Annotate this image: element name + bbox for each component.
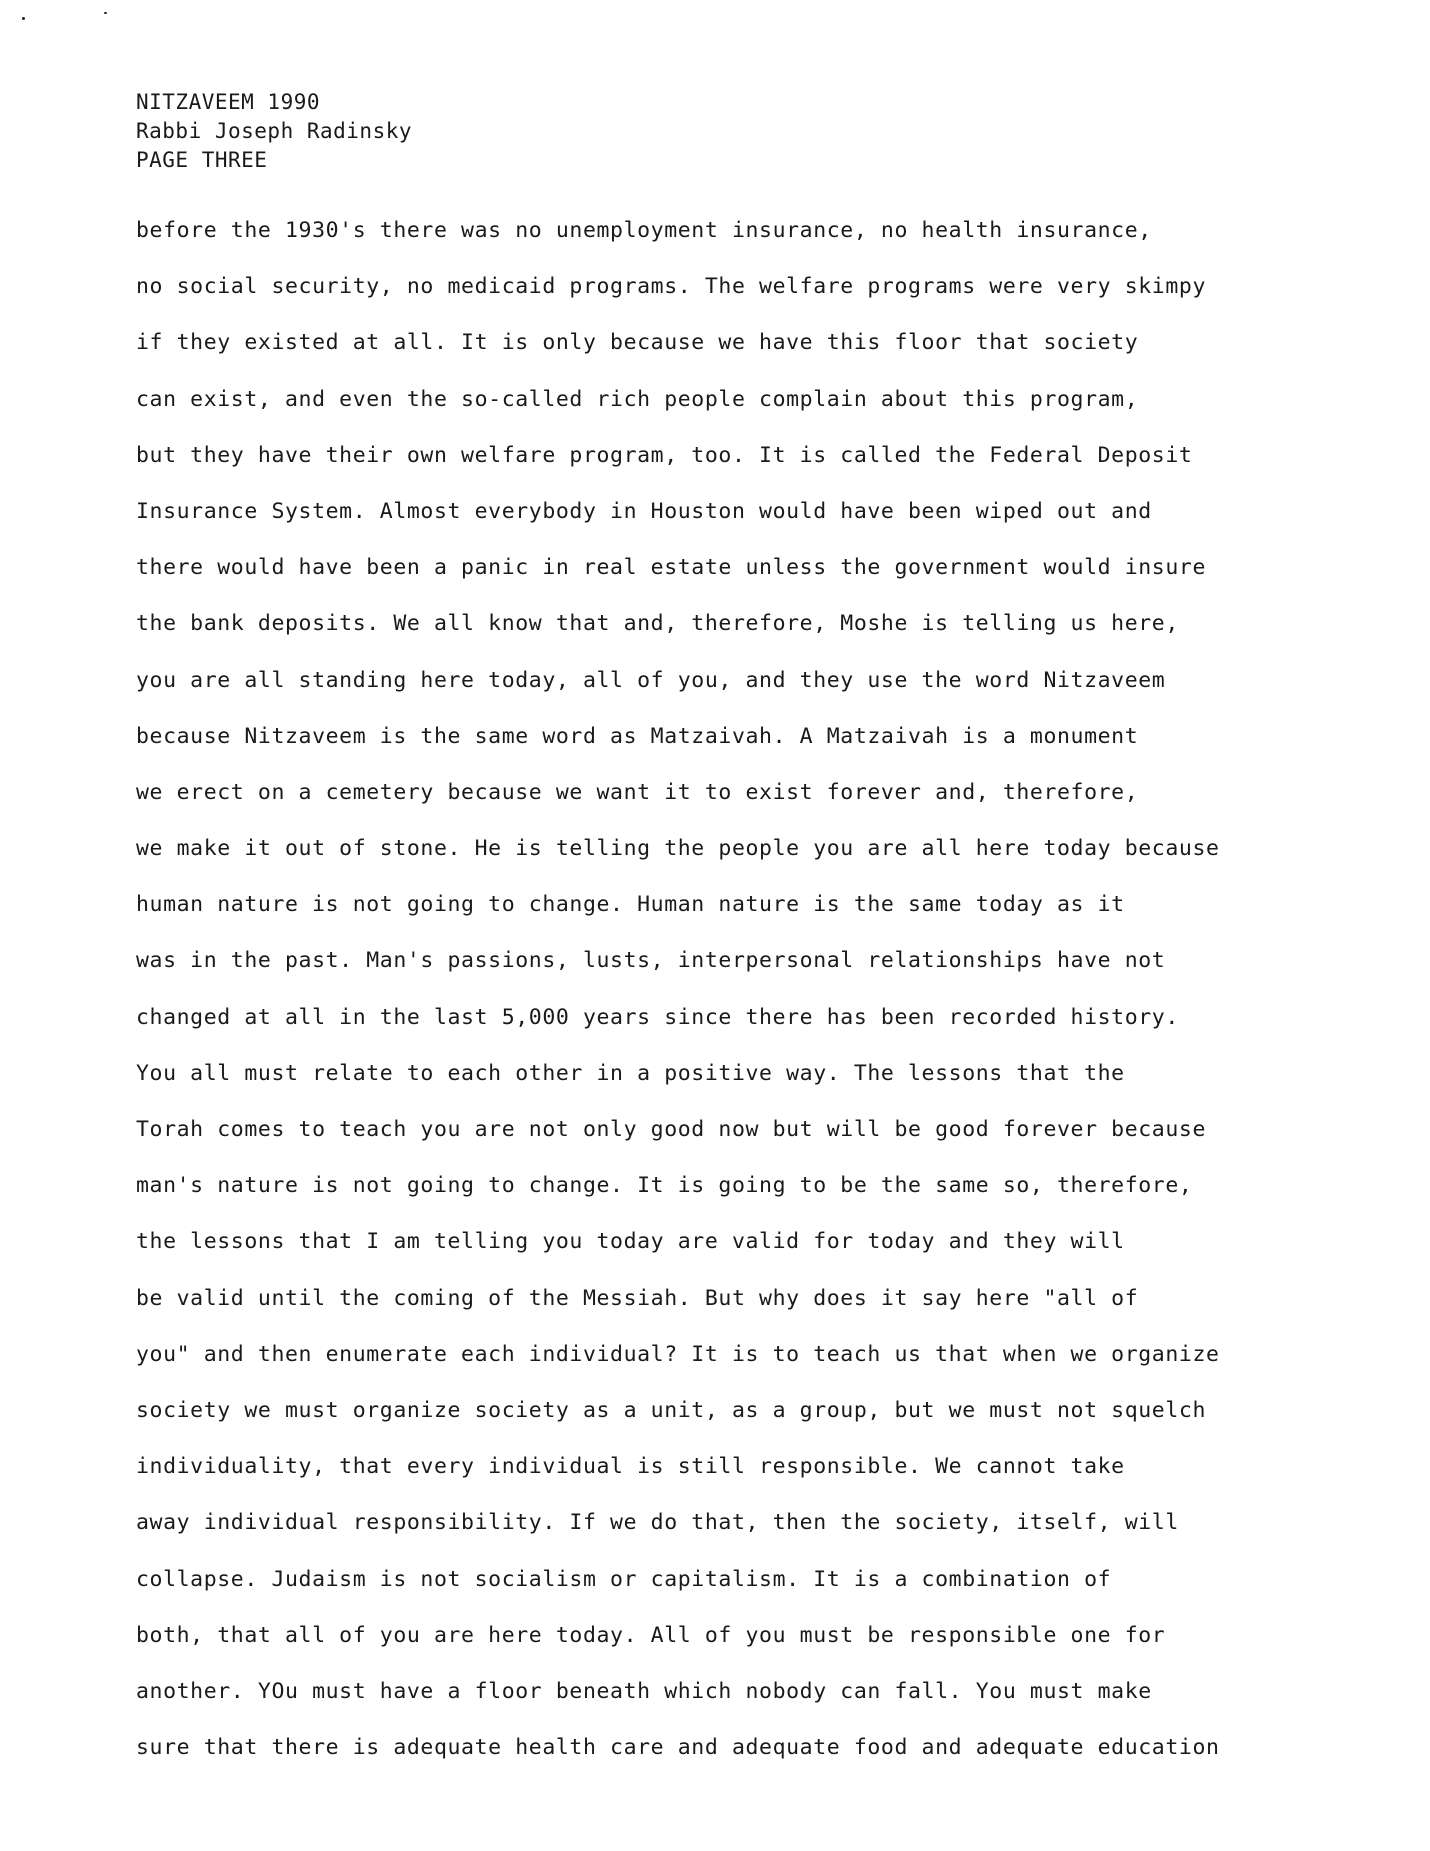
text-line: Insurance System. Almost everybody in Houston would have been wiped out and <box>136 498 1152 524</box>
text-line: Torah comes to teach you are not only good now but will be good forever because <box>136 1117 1206 1142</box>
text-line: the bank deposits. We all know that and, therefore, Moshe is telling us here, <box>136 611 1179 637</box>
text-line: man's nature is not going to change. It is going to be the same so, therefore, <box>136 1173 1193 1199</box>
document-author: Rabbi Joseph Radinsky <box>136 119 413 143</box>
text-line: sure that there is adequate health care and adequate food and adequate education <box>136 1735 1220 1761</box>
text-line: away individual responsibility. If we do that, then the society, itself, will <box>136 1510 1179 1536</box>
text-line: was in the past. Man's passions, lusts, interpersonal relationships have not <box>136 948 1166 974</box>
text-line: but they have their own welfare program, too. It is called the Federal Deposit <box>136 442 1193 468</box>
text-line: the lessons that I am telling you today are valid for today and they will <box>136 1229 1125 1255</box>
text-line: another. YOu must have a floor beneath which nobody can fall. You must make <box>136 1678 1152 1704</box>
text-line: we make it out of stone. He is telling the people you are all here today because <box>136 836 1220 862</box>
page-label: PAGE THREE <box>136 148 268 172</box>
scan-speck <box>22 17 25 20</box>
scan-speck <box>104 12 107 14</box>
body-text <box>136 203 1316 1776</box>
text-line: can exist, and even the so-called rich people complain about this program, <box>136 386 1139 412</box>
text-line: before the 1930's there was no unemployment insurance, no health insurance, <box>136 218 1152 243</box>
text-line: individuality, that every individual is still responsible. We cannot take <box>136 1454 1125 1480</box>
text-line: both, that all of you are here today. All of you must be responsible one for <box>136 1622 1166 1648</box>
document-header <box>136 88 412 175</box>
text-line: no social security, no medicaid programs. The welfare programs were very skimpy <box>136 274 1206 300</box>
text-line: human nature is not going to change. Human nature is the same today as it <box>136 892 1125 918</box>
text-line: society we must organize society as a unit, as a group, but we must not squelch <box>136 1397 1206 1423</box>
text-line: because Nitzaveem is the same word as Matzaivah. A Matzaivah is a monument <box>136 723 1139 749</box>
document-title: NITZAVEEM 1990 <box>136 90 321 114</box>
text-line: changed at all in the last 5,000 years since there has been recorded history. <box>136 1004 1179 1030</box>
text-line: we erect on a cemetery because we want it to exist forever and, therefore, <box>136 779 1139 805</box>
text-line: be valid until the coming of the Messiah. But why does it say here "all of <box>136 1285 1139 1311</box>
text-line: if they existed at all. It is only because we have this floor that society <box>136 330 1139 356</box>
text-line: you" and then enumerate each individual? It is to teach us that when we organize <box>136 1341 1220 1367</box>
text-line: collapse. Judaism is not socialism or capitalism. It is a combination of <box>136 1566 1112 1592</box>
text-line: You all must relate to each other in a positive way. The lessons that the <box>136 1060 1125 1086</box>
text-line: there would have been a panic in real estate unless the government would insure <box>136 555 1206 581</box>
text-line: you are all standing here today, all of you, and they use the word Nitzaveem <box>136 667 1166 693</box>
